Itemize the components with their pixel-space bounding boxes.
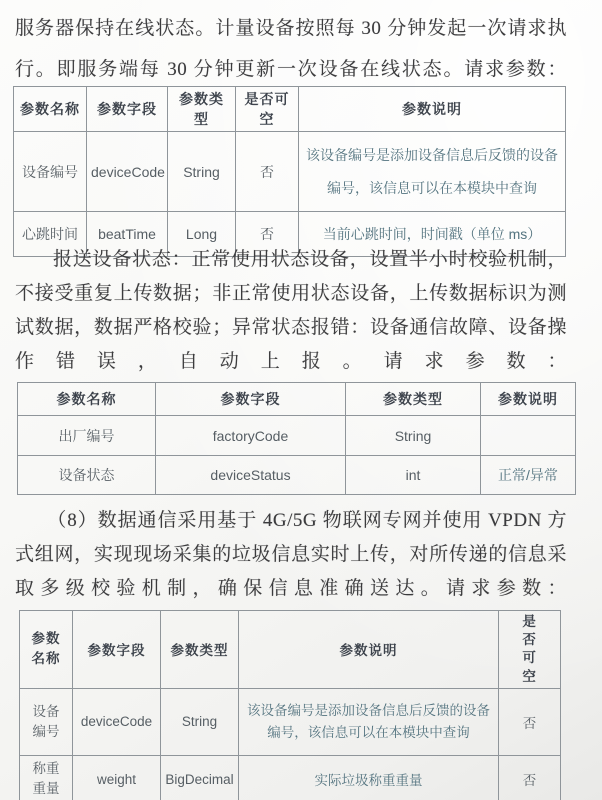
cell-param-desc (481, 416, 576, 456)
col-nullable (499, 611, 561, 689)
cell-param-name: 出厂编号 (18, 416, 156, 456)
cell-param-name: 设备编号 (14, 132, 87, 212)
cell-param-name (20, 755, 73, 800)
col-param-type: 参数类型 (168, 87, 236, 132)
col-param-name: 参数名称 (18, 383, 156, 416)
col-param-desc: 参数说明 (239, 611, 499, 689)
paragraph-data-comm: （8）数据通信采用基于 4G/5G 物联网专网并使用 VPDN 方式组网，实现现场采集的垃圾信息实时上传，对所传递的信息采取多级校验机制，确保信息准确送达。请求参数： (15, 510, 567, 599)
paragraph-device-status: 报送设备状态：正常使用状态设备，设置半小时校验机制，不接受重复上传数据；非正常使用状态设备，上传数据标识为测试数据，数据严格校验；异常状态报错：设备通信故障、设备操作错误，自动上报。请求参数： (15, 249, 567, 372)
col-param-type: 参数类型 (346, 383, 481, 416)
cell-param-type: String (346, 416, 481, 456)
table-row (14, 132, 566, 212)
cell-param-type: BigDecimal (161, 755, 239, 800)
heartbeat-params-table (13, 86, 566, 257)
col-nullable-label: 是否可空 (522, 614, 537, 684)
paragraph-heartbeat-intro: 服务器保持在线状态。计量设备按照每 30 分钟发起一次请求执行。即服务端每 30 分钟更新一次设备在线状态。请求参数： (15, 18, 567, 80)
cell-param-name: 心跳时间 (14, 212, 87, 257)
col-param-field: 参数字段 (156, 383, 346, 416)
col-param-field: 参数字段 (73, 611, 161, 689)
col-param-name: 参数名称 (14, 87, 87, 132)
cell-param-desc: 该设备编号是添加设备信息后反馈的设备编号，该信息可以在本模块中查询 (239, 688, 499, 755)
cell-param-desc: 当前心跳时间，时间戳（单位 ms） (299, 212, 566, 257)
cell-param-field: weight (73, 755, 161, 800)
table-header-row (18, 383, 576, 416)
cell-param-desc: 实际垃圾称重重量 (239, 755, 499, 800)
col-param-name (20, 611, 73, 689)
cell-param-field: deviceCode (87, 132, 168, 212)
comm-params-table (19, 610, 561, 800)
cell-param-name-text: 设备编号 (32, 703, 60, 739)
table-header-row (14, 87, 566, 132)
col-param-desc: 参数说明 (481, 383, 576, 416)
cell-param-type: String (161, 688, 239, 755)
table-row (18, 456, 576, 495)
cell-nullable: 否 (236, 132, 299, 212)
cell-param-name-text: 称重重量 (32, 761, 60, 797)
table-row (18, 416, 576, 456)
cell-param-field: deviceCode (73, 688, 161, 755)
cell-param-type: int (346, 456, 481, 495)
status-params-table (17, 382, 576, 495)
col-param-name-label: 参数名称 (31, 631, 61, 667)
cell-param-field: deviceStatus (156, 456, 346, 495)
cell-param-field: factoryCode (156, 416, 346, 456)
cell-param-field: beatTime (87, 212, 168, 257)
table-header-row (20, 611, 561, 689)
col-nullable: 是否可空 (236, 87, 299, 132)
cell-param-type: Long (168, 212, 236, 257)
table-row (20, 755, 561, 800)
cell-param-desc: 该设备编号是添加设备信息后反馈的设备 编号，该信息可以在本模块中查询 (299, 132, 566, 212)
cell-nullable: 否 (499, 688, 561, 755)
cell-param-name: 设备状态 (18, 456, 156, 495)
col-param-type: 参数类型 (161, 611, 239, 689)
table-row (20, 688, 561, 755)
cell-nullable: 否 (236, 212, 299, 257)
col-param-desc: 参数说明 (299, 87, 566, 132)
cell-param-desc: 正常/异常 (481, 456, 576, 495)
col-param-field: 参数字段 (87, 87, 168, 132)
cell-nullable: 否 (499, 755, 561, 800)
cell-param-name (20, 688, 73, 755)
cell-param-type: String (168, 132, 236, 212)
